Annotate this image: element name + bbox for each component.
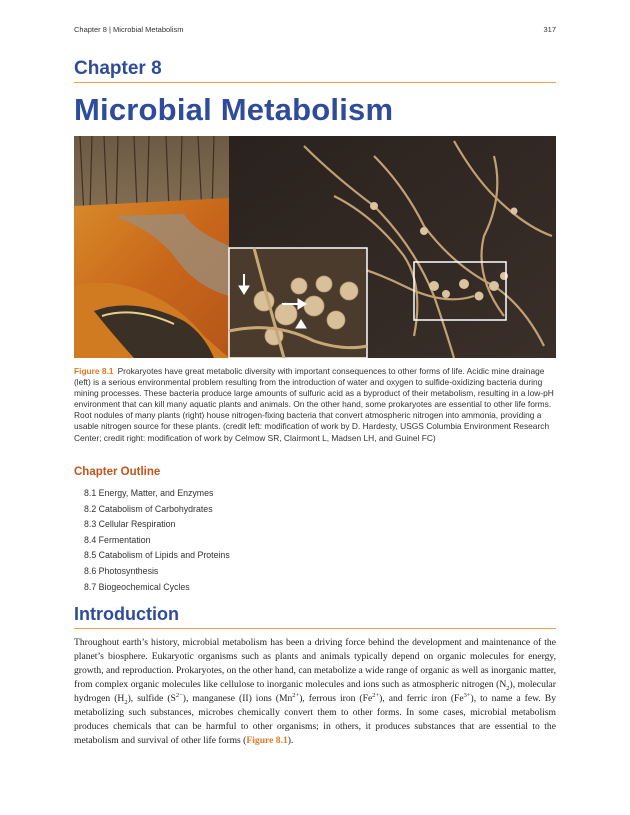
chapter-outline-title: Chapter Outline bbox=[74, 466, 161, 478]
outline-item[interactable]: 8.7 Biogeochemical Cycles bbox=[84, 581, 190, 592]
intro-text: ), molecular hydrogen (H bbox=[74, 679, 556, 704]
nodule-inset-photo bbox=[229, 248, 367, 358]
outline-item[interactable]: 8.1 Energy, Matter, and Enzymes bbox=[84, 488, 214, 498]
chapter-outline-list bbox=[84, 486, 230, 595]
superscript: 3+ bbox=[463, 691, 471, 699]
intro-text: ), manganese (II) ions (Mn bbox=[182, 693, 293, 704]
superscript: 2+ bbox=[372, 691, 380, 699]
subscript: 2 bbox=[506, 684, 510, 692]
subscript: 2 bbox=[124, 698, 128, 706]
outline-item[interactable]: 8.6 Photosynthesis bbox=[84, 565, 159, 576]
introduction-heading: Introduction bbox=[74, 604, 556, 629]
outline-item[interactable]: 8.4 Fermentation bbox=[84, 534, 151, 545]
figure-photo-composite bbox=[74, 136, 556, 358]
outline-item[interactable]: 8.3 Cellular Respiration bbox=[84, 519, 176, 530]
intro-text: ), sulfide (S bbox=[127, 693, 176, 704]
outline-item[interactable]: 8.5 Catabolism of Lipids and Proteins bbox=[84, 550, 230, 561]
intro-text: ), to name a few. By metabolizing such substances, microbes chemically convert them to other forms. In some cases, microbial metabolism produces chemicals that can be harmful to other organisms; in others, it produces substances that are essential to the metabolism and survival of other life forms ( bbox=[74, 693, 556, 746]
figure-caption-text: Prokaryotes have great metabolic diversity with important consequences to other forms of life. Acidic mine drainage (left) is a serious environmental problem resulting from the introduction of water and oxygen to sulfide-oxidizing bacteria during mining processes. These bacteria produce large amounts of sulfuric acid as a byproduct of their metabolism, resulting in a low-pH environment that can kill many aquatic plants and animals. On the other hand, some prokaryotes are essential to other life forms. Root nodules of many plants (right) house nitrogen-fixing bacteria that convert atmospheric nitrogen into ammonia, providing a usable nitrogen source for these plants. (credit left: modification of work by D. Hardesty, USGS Columbia Environment Research Center; credit right: modification of work by Celmow SR, Clairmont L, Madsen LH, and Guinel FC) bbox=[74, 366, 554, 443]
running-header bbox=[74, 25, 556, 34]
figure-reference-link[interactable]: Figure 8.1 bbox=[246, 735, 288, 746]
intro-text: ). bbox=[287, 735, 294, 746]
intro-text: Throughout earth’s history, microbial metabolism has been a driving force behind the development and maintenance of the planet’s biosphere. Eukaryotic organisms such as plants and animals typically depend on organic molecules for energy, growth, and reproduction. Prokaryotes, on the other hand, can metabolize a wide range of organic as well as inorganic matter, from complex organic molecules like cellulose to inorganic molecules and ions such as atmospheric nitrogen (N bbox=[74, 637, 556, 690]
chapter-label: Chapter 8 bbox=[74, 58, 556, 83]
chapter-opener-figure bbox=[74, 136, 556, 358]
superscript: 2+ bbox=[292, 691, 300, 699]
introduction-paragraph bbox=[74, 636, 556, 748]
figure-number: Figure 8.1 bbox=[74, 366, 114, 376]
page-number: 317 bbox=[543, 25, 556, 34]
outline-item[interactable]: 8.2 Catabolism of Carbohydrates bbox=[84, 503, 213, 514]
figure-caption bbox=[74, 366, 556, 444]
acid-mine-drainage-photo bbox=[74, 136, 229, 358]
intro-text: ), ferrous iron (Fe bbox=[299, 693, 373, 704]
running-header-chapter: Chapter 8 | Microbial Metabolism bbox=[74, 25, 184, 34]
chapter-title: Microbial Metabolism bbox=[74, 92, 394, 127]
intro-text: ), and ferric iron (Fe bbox=[379, 693, 464, 704]
superscript: 2− bbox=[175, 691, 183, 699]
